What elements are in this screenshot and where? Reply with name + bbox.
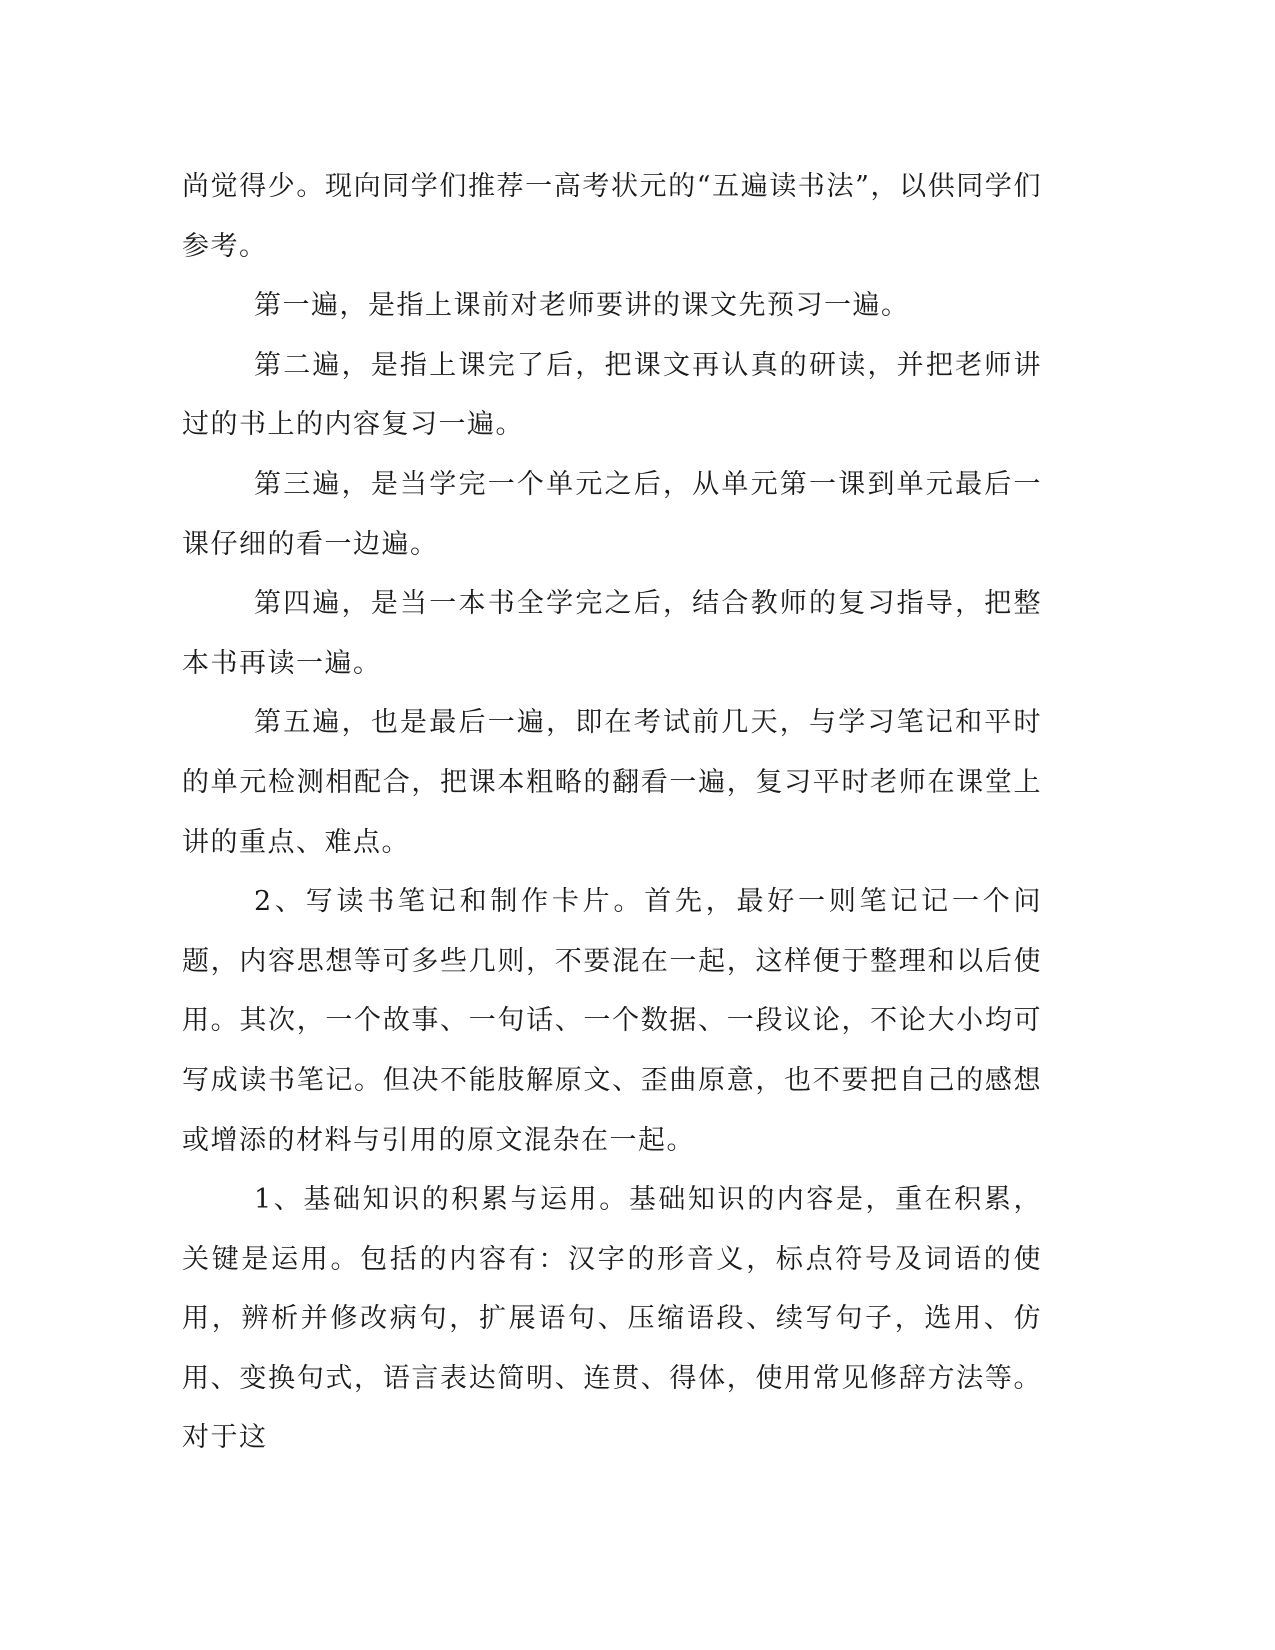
paragraph: 第五遍，也是最后一遍，即在考试前几天，与学习笔记和平时的单元检测相配合，把课本粗略的翻看一遍，复习平时老师在课堂上讲的重点、难点。 [182, 707, 1042, 858]
paragraph: 第一遍，是指上课前对老师要讲的课文先预习一遍。 [254, 290, 910, 322]
paragraph: 1、基础知识的积累与运用。基础知识的内容是，重在积累，关键是运用。包括的内容有：汉字的形音义，标点符号及词语的使用，辨析并修改病句，扩展语句、压缩语段、续写句子，选用、仿用、变换句式，语言表达简明、连贯、得体，使用常见修辞方法等。对于这 [182, 1184, 1042, 1454]
paragraph: 第四遍，是当一本书全学完之后，结合教师的复习指导，把整本书再读一遍。 [182, 588, 1042, 679]
paragraph: 第二遍，是指上课完了后，把课文再认真的研读，并把老师讲过的书上的内容复习一遍。 [182, 349, 1042, 441]
document-body [182, 157, 1042, 1468]
paragraph: 尚觉得少。现向同学们推荐一高考状元的“五遍读书法”，以供同学们参考。 [182, 171, 1042, 262]
paragraph: 2、写读书笔记和制作卡片。首先，最好一则笔记记一个问题，内容思想等可多些几则，不要混在一起，这样便于整理和以后使用。其次，一个故事、一句话、一个数据、一段议论，不论大小均可写成读书笔记。但决不能肢解原文、歪曲原意，也不要把自己的感想或增添的材料与引用的原文混杂在一起。 [182, 886, 1042, 1156]
paragraph: 第三遍，是当学完一个单元之后，从单元第一课到单元最后一课仔细的看一边遍。 [182, 468, 1042, 560]
